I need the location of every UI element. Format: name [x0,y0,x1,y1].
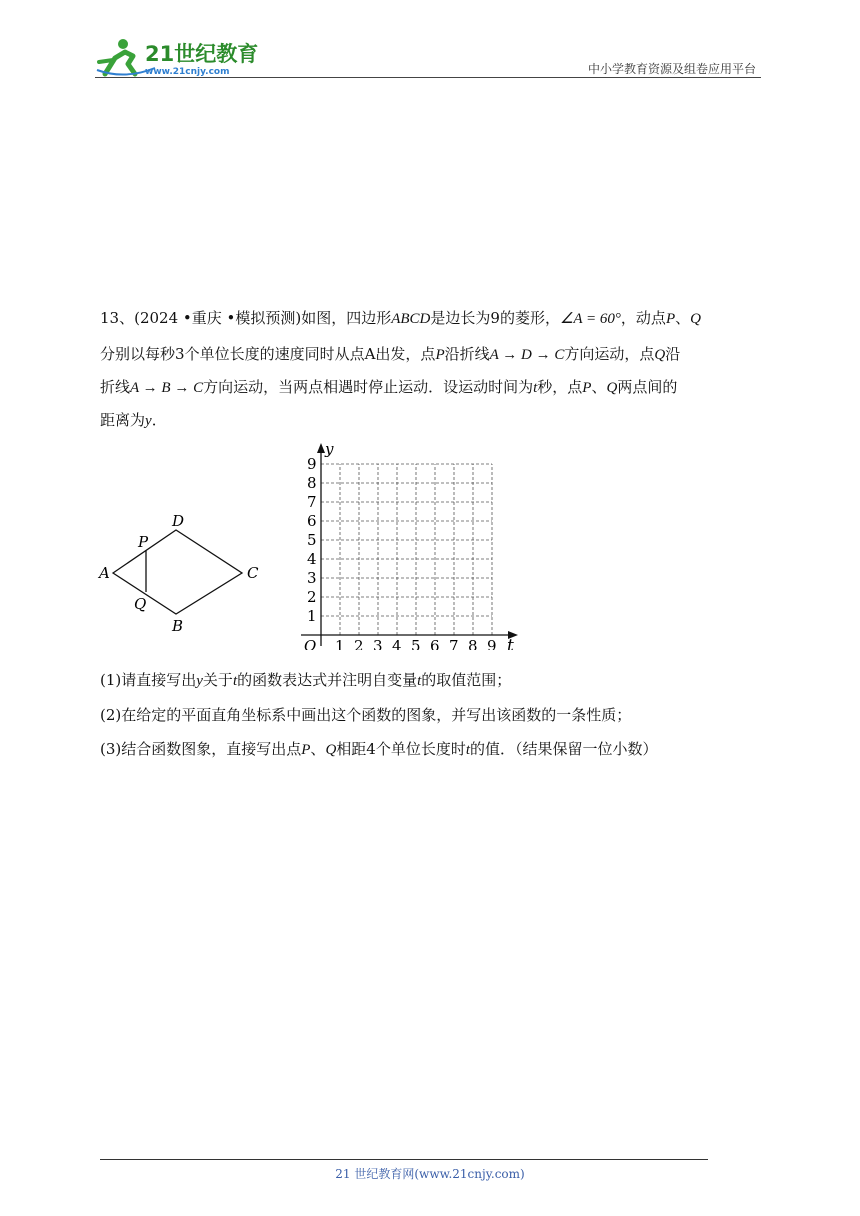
t-axis-label: t [507,636,514,650]
x-tick-label: 3 [373,637,383,650]
vertex-d-label: D [172,512,185,530]
site-name: 中小学教育资源及组卷应用平台 [587,62,756,76]
question-2: (2)在给定的平面直角坐标系中画出这个函数的图象，并写出该函数的一条性质； [100,706,632,724]
question-1: (1)请直接写出y关于t的函数表达式并注明自变量t的取值范围； [100,671,512,689]
y-tick-label: 5 [307,531,317,549]
x-tick-label: 2 [354,637,364,650]
x-tick-labels [335,637,497,650]
x-tick-label: 5 [411,637,421,650]
x-tick-label: 9 [487,637,497,650]
y-tick-labels [307,455,317,625]
problem-line-4: 距离为y． [100,411,167,429]
rhombus-shape [113,530,242,614]
y-axis-label: y [325,440,334,458]
vertex-a-label: A [99,564,110,582]
y-tick-label: 1 [307,607,317,625]
origin-label: O [304,637,317,650]
question-3: (3)结合函数图象，直接写出点P、Q相距4个单位长度时t的值．（结果保留一位小数） [100,740,658,758]
header-divider [95,77,761,78]
point-q-label: Q [134,595,147,613]
logo-text: 21世纪教育 [145,42,259,66]
y-tick-label: 4 [307,550,317,568]
x-tick-label: 6 [430,637,440,650]
x-tick-label: 4 [392,637,402,650]
y-tick-label: 9 [307,455,317,473]
y-tick-label: 8 [307,474,317,492]
y-tick-label: 2 [307,588,317,606]
problem-line-2: 分别以每秒3个单位长度的速度同时从点A出发，点P沿折线A → D → C方向运动，点Q沿 [100,345,681,363]
site-logo [95,36,260,80]
footer-divider [100,1159,708,1160]
x-tick-label: 7 [449,637,459,650]
vertex-b-label: B [172,617,184,635]
rhombus-figure [96,510,266,640]
coordinate-grid [296,438,526,650]
logo-url: www.21cnjy.com [145,67,230,77]
y-tick-label: 3 [307,569,317,587]
y-axis-arrow-icon [317,443,325,453]
point-p-label: P [138,533,149,551]
problem-line-3: 折线A → B → C方向运动，当两点相遇时停止运动．设运动时间为t秒，点P、Q两点间的 [100,378,678,396]
x-tick-label: 8 [468,637,478,650]
footer-text: 21 世纪教育网(www.21cnjy.com) [335,1167,525,1181]
y-tick-label: 7 [307,493,317,511]
y-tick-label: 6 [307,512,317,530]
x-tick-label: 1 [335,637,345,650]
problem-line-1: 13、(2024 •重庆 •模拟预测)如图，四边形ABCD是边长为9的菱形，∠A = 60°，动点P、Q [100,309,701,327]
vertex-c-label: C [247,564,259,582]
grid-lines [321,464,492,635]
